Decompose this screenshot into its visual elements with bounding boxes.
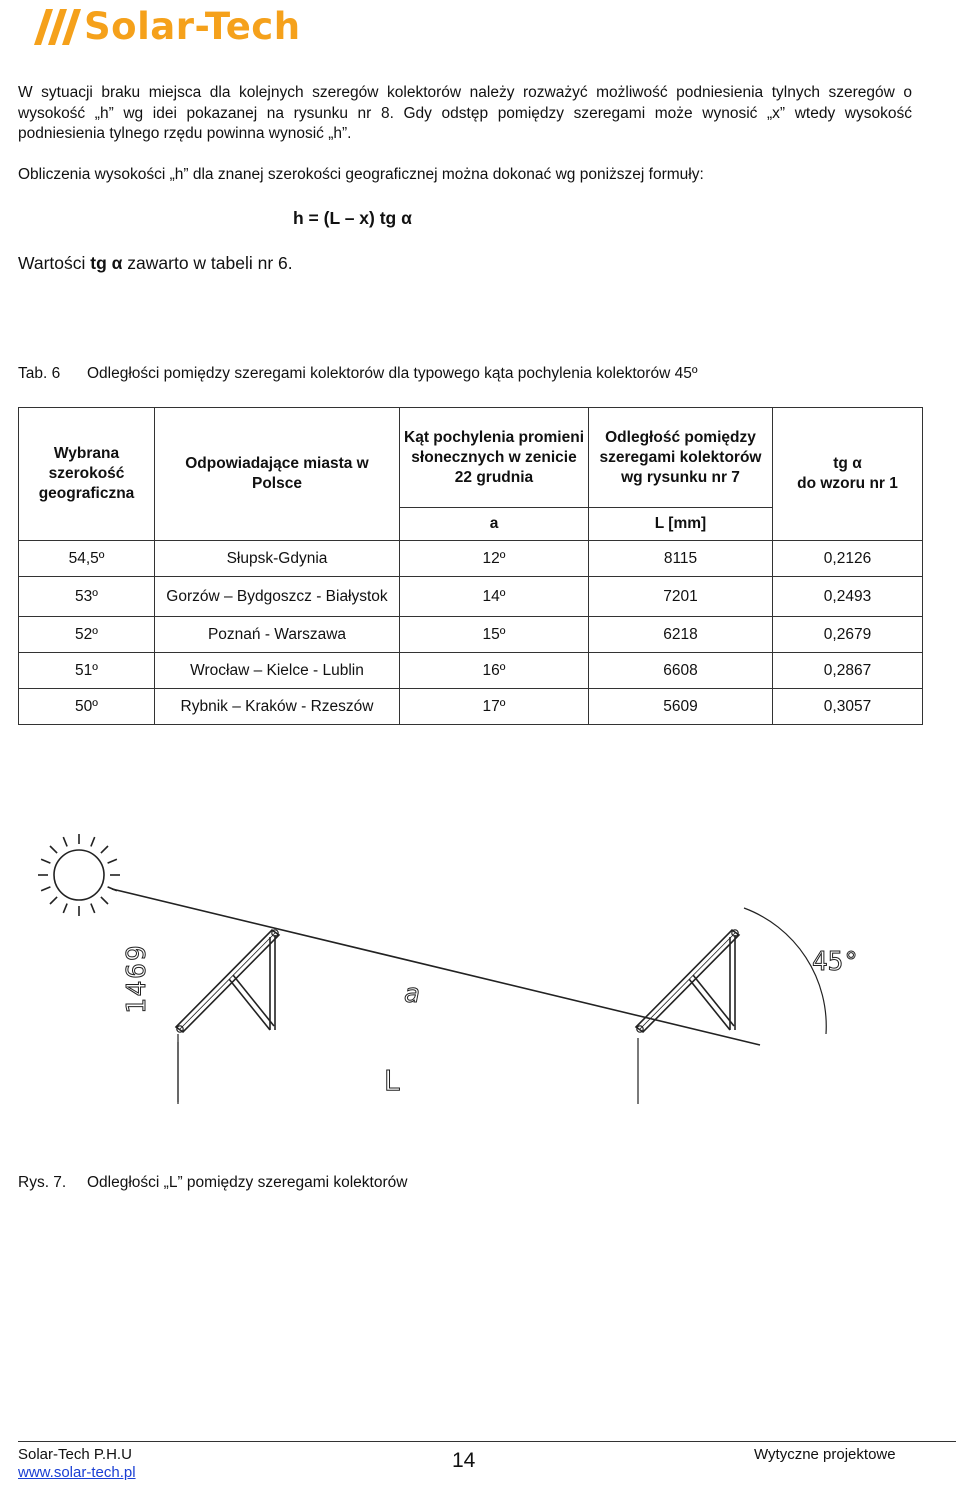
table-row xyxy=(19,617,923,653)
table-row xyxy=(19,689,923,725)
cell-cities: Gorzów – Bydgoszcz - Białystok xyxy=(155,577,400,617)
table-row xyxy=(19,577,923,617)
collector-front xyxy=(176,930,279,1032)
height-label: 1469 xyxy=(122,943,152,1014)
cell-tg: 0,2867 xyxy=(773,653,923,689)
sun-icon xyxy=(38,834,120,916)
table-row xyxy=(19,541,923,577)
cell-cities: Słupsk-Gdynia xyxy=(155,541,400,577)
cell-cities: Rybnik – Kraków - Rzeszów xyxy=(155,689,400,725)
cell-angle: 12º xyxy=(400,541,589,577)
logo-text: Solar-Tech xyxy=(84,5,301,48)
footer-section: Wytyczne projektowe xyxy=(754,1446,896,1463)
cell-distance: 6608 xyxy=(589,653,773,689)
cell-distance: 7201 xyxy=(589,577,773,617)
height-formula: h = (L – x) tg α xyxy=(293,208,412,228)
table-caption xyxy=(18,365,697,383)
tilt-angle-label: 45° xyxy=(812,947,859,977)
figure-caption-number: Rys. 7. xyxy=(18,1174,67,1191)
collector-rear xyxy=(636,930,739,1032)
cell-tg: 0,2493 xyxy=(773,577,923,617)
unit-angle: a xyxy=(400,508,589,541)
cell-latitude: 51º xyxy=(19,653,155,689)
cell-angle: 17º xyxy=(400,689,589,725)
cell-latitude: 54,5º xyxy=(19,541,155,577)
cell-cities: Poznań - Warszawa xyxy=(155,617,400,653)
logo-slashes-icon xyxy=(24,7,82,47)
table-reference-start: Wartości xyxy=(18,253,91,273)
cell-angle: 15º xyxy=(400,617,589,653)
page-number: 14 xyxy=(452,1449,476,1472)
table-caption-text: Odległości pomiędzy szeregami kolektorów dla typowego kąta pochylenia kolektorów 45º xyxy=(87,365,698,382)
cell-tg: 0,3057 xyxy=(773,689,923,725)
distance-dimension xyxy=(178,1038,638,1104)
table-reference-paragraph xyxy=(18,253,293,274)
header-angle: Kąt pochylenia promieni słonecznych w zenicie 22 grudnia xyxy=(400,408,589,508)
cell-latitude: 53º xyxy=(19,577,155,617)
footer-company: Solar-Tech P.H.U xyxy=(18,1446,132,1463)
collector-spacing-drawing xyxy=(0,812,960,1112)
cell-distance: 6218 xyxy=(589,617,773,653)
cell-angle: 14º xyxy=(400,577,589,617)
header-latitude: Wybrana szerokość geograficzna xyxy=(19,408,155,541)
cell-distance: 8115 xyxy=(589,541,773,577)
table-header-row xyxy=(19,408,923,508)
header-tg-line2: do wzoru nr 1 xyxy=(797,475,898,492)
figure-caption-text: Odległości „L” pomiędzy szeregami kolektorów xyxy=(87,1174,408,1191)
unit-distance: L [mm] xyxy=(589,508,773,541)
footer-company-block xyxy=(18,1446,136,1482)
header-tg-line1: tg α xyxy=(833,455,862,472)
footer-website-link[interactable]: www.solar-tech.pl xyxy=(18,1464,136,1481)
table-reference-bold: tg α xyxy=(90,253,123,273)
header-distance: Odległość pomiędzy szeregami kolektorów wg rysunku nr 7 xyxy=(589,408,773,508)
cell-angle: 16º xyxy=(400,653,589,689)
distance-label: L xyxy=(384,1064,400,1097)
cell-cities: Wrocław – Kielce - Lublin xyxy=(155,653,400,689)
distance-table xyxy=(18,407,923,725)
sun-ray-line xyxy=(112,889,760,1045)
angle-label: a xyxy=(404,979,420,1009)
table-row xyxy=(19,653,923,689)
company-logo xyxy=(24,6,301,48)
header-cities: Odpowiadające miasta w Polsce xyxy=(155,408,400,541)
figure-caption xyxy=(18,1174,407,1192)
intro-paragraph: W sytuacji braku miejsca dla kolejnych szeregów kolektorów należy rozważyć możliwość podniesienia tylnych szeregów o wysokość „h” wg idei pokazanej na rysunku nr 8. Gdy odstęp pomiędzy szeregami może wynosić „x” wtedy wysokość podniesienia tylnego rzędu powinna wynosić „h”. xyxy=(18,84,912,142)
cell-tg: 0,2679 xyxy=(773,617,923,653)
cell-tg: 0,2126 xyxy=(773,541,923,577)
cell-distance: 5609 xyxy=(589,689,773,725)
cell-latitude: 50º xyxy=(19,689,155,725)
header-tg xyxy=(773,408,923,541)
footer-divider xyxy=(18,1441,956,1442)
calculation-paragraph: Obliczenia wysokości „h” dla znanej szerokości geograficznej można dokonać wg poniższej formuły: xyxy=(18,166,704,183)
cell-latitude: 52º xyxy=(19,617,155,653)
table-caption-number: Tab. 6 xyxy=(18,365,61,382)
table-reference-end: zawarto w tabeli nr 6. xyxy=(122,253,293,273)
